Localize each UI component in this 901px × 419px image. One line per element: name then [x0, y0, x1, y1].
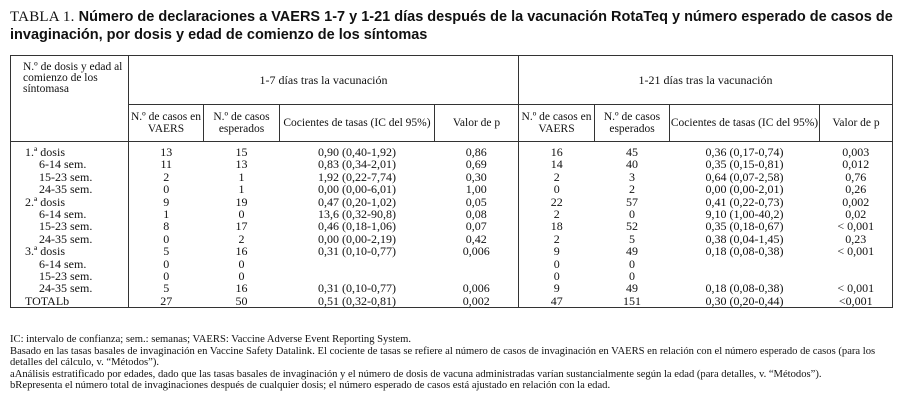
- cell-o1: 2: [129, 171, 204, 183]
- row-label: 15-23 sem.: [39, 169, 93, 184]
- cell-o1: 11: [129, 158, 204, 170]
- cell-o1: 0: [129, 270, 204, 282]
- row-label: 15-23 sem.: [39, 269, 93, 284]
- col-observed-2: N.º de casos en VAERS: [519, 105, 595, 142]
- cell-p2: 0,26: [845, 182, 867, 197]
- cell-r2: 0,35 (0,18-0,67): [705, 219, 784, 234]
- cell-e2: 2: [629, 182, 636, 197]
- cell-p1: 0,42: [465, 231, 487, 246]
- cell-o2: 9: [519, 245, 595, 257]
- cell-r1: 0,31 (0,10-0,77): [318, 244, 396, 259]
- cell-p1: 0,86: [465, 145, 487, 159]
- table-label: TABLA 1.: [10, 9, 75, 25]
- table-row: [11, 258, 893, 270]
- row-label: 6-14 sem.: [39, 157, 87, 172]
- cell-o1: 0: [129, 233, 204, 245]
- cell-e2: 3: [629, 169, 636, 184]
- cell-e1: 19: [235, 194, 248, 209]
- cell-e1: 2: [238, 231, 245, 246]
- cell-p1: [435, 258, 519, 270]
- cell-e2: 45: [626, 145, 639, 159]
- cell-r2: 0,18 (0,08-0,38): [705, 281, 784, 296]
- cell-e1: 0: [238, 207, 245, 222]
- cell-e1: 16: [235, 244, 248, 259]
- cell-e2: 40: [626, 157, 639, 172]
- table-row: [11, 183, 893, 195]
- cell-p1: 0,002: [462, 293, 490, 308]
- cell-r2: 0,41 (0,22-0,73): [705, 194, 784, 209]
- cell-e1: 1: [238, 182, 245, 197]
- cell-r1: 13,6 (0,32-90,8): [318, 207, 396, 222]
- row-label: 6-14 sem.: [39, 207, 87, 222]
- cell-p2: 0,003: [842, 145, 870, 159]
- cell-p2: 0,23: [845, 231, 867, 246]
- cell-r2: 0,00 (0,00-2,01): [705, 182, 784, 197]
- cell-o2: 18: [519, 220, 595, 232]
- cell-r1: 0,00 (0,00-6,01): [318, 182, 396, 197]
- table-row: [11, 282, 893, 294]
- col-ratio-2: Cocientes de tasas (IC del 95%): [670, 105, 820, 142]
- table-row: [11, 142, 893, 159]
- cell-o2: 9: [519, 282, 595, 294]
- cell-p1: 1,00: [465, 182, 487, 197]
- cell-e2: 52: [626, 219, 639, 234]
- cell-r2: 0,35 (0,15-0,81): [705, 157, 784, 172]
- cell-e1: 13: [235, 157, 248, 172]
- col-p-2: Valor de p: [820, 105, 893, 142]
- cell-o1: 0: [129, 183, 204, 195]
- cell-o1: 9: [129, 196, 204, 208]
- col-observed-1: N.º de casos en VAERS: [129, 105, 204, 142]
- cell-p1: 0,30: [465, 169, 487, 184]
- table-row: [11, 220, 893, 232]
- cell-e2: 49: [626, 281, 639, 296]
- cell-p2: < 0,001: [837, 281, 875, 296]
- cell-r1: 1,92 (0,22-7,74): [318, 169, 396, 184]
- cell-e2: 151: [623, 293, 642, 308]
- cell-o1: 1: [129, 208, 204, 220]
- cell-r2: 9,10 (1,00-40,2): [705, 207, 784, 222]
- table-title-text: Número de declaraciones a VAERS 1-7 y 1-21 días después de la vacunación RotaTeq y número esperado de casos de invaginación, por dosis y edad de comienzo de los síntomas: [10, 9, 893, 43]
- cell-e1: 50: [235, 293, 248, 308]
- table-row: [11, 245, 893, 257]
- cell-p2: < 0,001: [837, 219, 875, 234]
- cell-o2: 0: [519, 258, 595, 270]
- cell-p2: 0,002: [842, 194, 870, 209]
- cell-o1: 5: [129, 245, 204, 257]
- cell-e1: 0: [238, 256, 245, 271]
- row-label: 24-35 sem.: [39, 182, 93, 197]
- cell-p2: 0,76: [845, 169, 867, 184]
- cell-r2: 0,64 (0,07-2,58): [705, 169, 784, 184]
- cell-e2: 0: [629, 207, 636, 222]
- cell-o2: 47: [519, 295, 595, 308]
- table-title: [10, 8, 894, 44]
- cell-r2: 0,36 (0,17-0,74): [705, 145, 784, 159]
- row-label: 2.ª dosis: [25, 194, 65, 209]
- table-row: [11, 295, 893, 308]
- cell-e2: 57: [626, 194, 639, 209]
- col-expected-2: N.º de casos esperados: [595, 105, 670, 142]
- col-expected-1: N.º de casos esperados: [204, 105, 280, 142]
- cell-o1: 8: [129, 220, 204, 232]
- cell-e2: 0: [629, 256, 636, 271]
- cell-r1: 0,00 (0,00-2,19): [318, 231, 396, 246]
- cell-e2: 0: [629, 269, 636, 284]
- cell-r2: [670, 258, 820, 270]
- row-label: 24-35 sem.: [39, 281, 93, 296]
- cell-e1: 1: [238, 169, 245, 184]
- cell-p2: 0,012: [842, 157, 870, 172]
- cell-e2: 5: [629, 231, 636, 246]
- row-label: 1.ª dosis: [25, 145, 65, 159]
- group-header-1-7: 1-7 días tras la vacunación: [129, 56, 519, 105]
- table-body: [11, 142, 893, 308]
- table-row: [11, 158, 893, 170]
- cell-r1: 0,46 (0,18-1,06): [318, 219, 396, 234]
- row-label: 24-35 sem.: [39, 231, 93, 246]
- data-table: [10, 55, 893, 308]
- footnote-a: aAnálisis estratificado por edades, dado que las tasas basales de invaginación y el número de dosis de vacuna administradas varían sustancialmente según la edad (para detalles, v. “Métodos”).: [10, 368, 822, 380]
- cell-r2: 0,38 (0,04-1,45): [705, 231, 784, 246]
- cell-o2: 0: [519, 270, 595, 282]
- cell-p2: < 0,001: [837, 244, 875, 259]
- corner-header: N.º de dosis y edad al comienzo de los síntomasa: [11, 56, 129, 142]
- cell-p2: [820, 258, 893, 270]
- cell-o2: 14: [519, 158, 595, 170]
- cell-p2: <0,001: [838, 293, 873, 308]
- footnote-abbrev: IC: intervalo de confianza; sem.: semanas; VAERS: Vaccine Adverse Event Reporting System.: [10, 334, 412, 345]
- cell-e2: 49: [626, 244, 639, 259]
- cell-p2: 0,02: [845, 207, 867, 222]
- cell-o2: 0: [519, 183, 595, 195]
- row-label: 15-23 sem.: [39, 219, 93, 234]
- cell-o2: 2: [519, 208, 595, 220]
- cell-o1: 5: [129, 282, 204, 294]
- cell-p1: 0,08: [465, 207, 487, 222]
- cell-r2: 0,18 (0,08-0,38): [705, 244, 784, 259]
- cell-o2: 22: [519, 196, 595, 208]
- cell-r2: 0,30 (0,20-0,44): [705, 293, 784, 308]
- row-label: 3.ª dosis: [25, 244, 65, 259]
- cell-o1: 27: [129, 295, 204, 308]
- cell-r1: [280, 258, 435, 270]
- cell-r1: 0,47 (0,20-1,02): [318, 194, 396, 209]
- cell-p1: 0,006: [462, 281, 490, 296]
- group-header-1-21: 1-21 días tras la vacunación: [519, 56, 893, 105]
- col-ratio-1: Cocientes de tasas (IC del 95%): [280, 105, 435, 142]
- row-label: 6-14 sem.: [39, 256, 87, 271]
- cell-e1: 15: [235, 145, 248, 159]
- cell-o2: 2: [519, 233, 595, 245]
- cell-r1: 0,90 (0,40-1,92): [318, 145, 396, 159]
- cell-p1: 0,05: [465, 194, 487, 209]
- cell-p1: 0,006: [462, 244, 490, 259]
- cell-e1: 0: [238, 269, 245, 284]
- footnote-basis: Basado en las tasas basales de invaginación en Vaccine Safety Datalink. El cociente de tasas se refiere al número de casos de invaginación en VAERS en relación con el número esperado de casos (para los detalles del cálculo, v. “Métodos”).: [10, 345, 876, 369]
- col-p-1: Valor de p: [435, 105, 519, 142]
- footnotes: [10, 334, 894, 392]
- cell-r1: 0,83 (0,34-2,01): [318, 157, 396, 172]
- cell-e1: 17: [235, 219, 248, 234]
- document-page: [10, 8, 894, 392]
- cell-p1: 0,69: [465, 157, 487, 172]
- cell-e1: 16: [235, 281, 248, 296]
- cell-o1: 0: [129, 258, 204, 270]
- cell-o2: 2: [519, 171, 595, 183]
- cell-p1: 0,07: [465, 219, 487, 234]
- cell-o1: 13: [129, 142, 204, 159]
- footnote-b: bRepresenta el número total de invaginaciones después de cualquier dosis; el número esperado de casos está ajustado en relación con la edad.: [10, 380, 611, 392]
- cell-o2: 16: [519, 142, 595, 159]
- row-label: TOTALb: [25, 293, 70, 308]
- cell-r1: 0,51 (0,32-0,81): [318, 293, 396, 308]
- cell-r1: 0,31 (0,10-0,77): [318, 281, 396, 296]
